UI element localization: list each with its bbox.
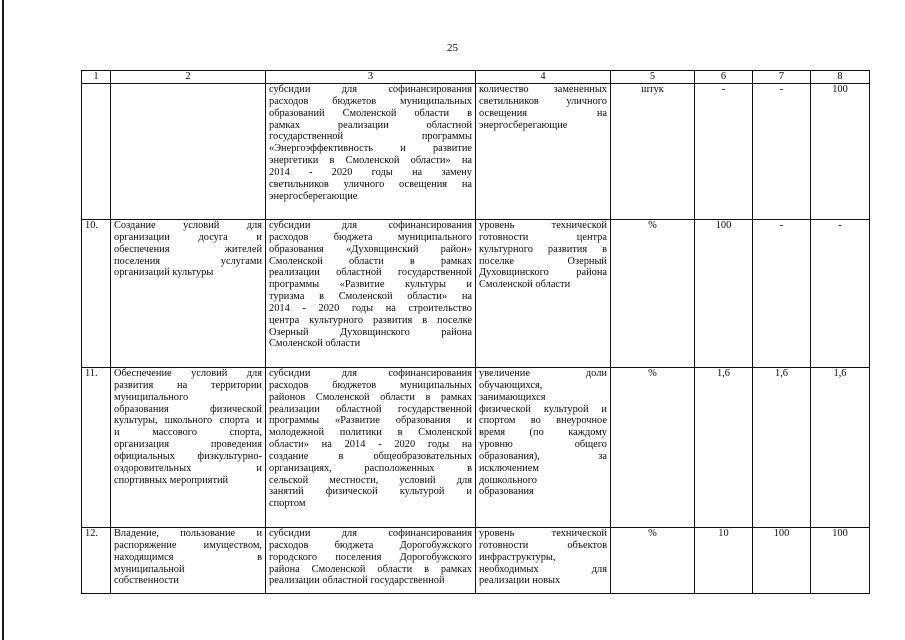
- cell-line: Смоленской области в рамках: [269, 255, 472, 267]
- cell-line: Владение, пользование и: [114, 528, 262, 539]
- cell-line: необходимых для: [479, 563, 607, 575]
- row-number: 10.: [82, 220, 111, 368]
- value-cell-8: 1,6: [811, 368, 870, 528]
- cell-line: рамках реализации областной: [269, 119, 472, 131]
- measure-name-cell: [111, 220, 266, 368]
- cell-line: Озерный Духовщинского района: [269, 326, 472, 338]
- value-cell-6: -: [695, 84, 753, 220]
- header-row: [82, 71, 870, 84]
- cell-line: собственности: [114, 575, 179, 587]
- unit-cell: %: [611, 220, 695, 368]
- cell-line: энергосберегающие: [479, 119, 568, 131]
- cell-line: развития на территории: [114, 379, 262, 391]
- cell-line: районов Смоленской области в рамках: [269, 391, 472, 403]
- cell-line: Духовщинского района: [479, 267, 607, 279]
- instrument-cell: [266, 528, 476, 594]
- cell-line: реализации областной государственной: [269, 403, 472, 415]
- value-cell-7: 1,6: [753, 368, 811, 528]
- cell-line: увеличение доли: [479, 368, 607, 379]
- table-row: [82, 368, 870, 528]
- cell-line: организациях, расположенных в: [269, 462, 472, 474]
- column-header: 7: [753, 71, 811, 84]
- table-row: [82, 84, 870, 220]
- cell-line: «Энергоэффективность и развитие: [269, 143, 472, 155]
- cell-line: занятий физической культурой и: [269, 486, 472, 498]
- cell-line: инфраструктуры,: [479, 551, 556, 563]
- indicator-cell: [476, 84, 611, 220]
- column-header: 2: [111, 71, 266, 84]
- cell-line: занимающихся: [479, 391, 546, 403]
- indicator-cell: [476, 220, 611, 368]
- value-cell-7: -: [753, 220, 811, 368]
- cell-line: организаций культуры: [114, 267, 214, 279]
- cell-line: освещения на: [479, 107, 607, 119]
- cell-line: образования: [479, 486, 534, 498]
- cell-line: исключением: [479, 462, 539, 474]
- value-cell-7: -: [753, 84, 811, 220]
- cell-line: Создание условий для: [114, 220, 262, 231]
- column-header: 3: [266, 71, 476, 84]
- value-cell-6: 100: [695, 220, 753, 368]
- row-number: 11.: [82, 368, 111, 528]
- cell-line: образования «Духовщинский район»: [269, 243, 472, 255]
- cell-line: программы «Развитие образования и: [269, 415, 472, 427]
- cell-line: субсидии для софинансирования: [269, 84, 472, 95]
- value-cell-8: -: [811, 220, 870, 368]
- cell-line: дошкольного: [479, 474, 537, 486]
- unit-cell: %: [611, 528, 695, 594]
- cell-line: муниципальной: [114, 563, 185, 575]
- cell-line: субсидии для софинансирования: [269, 368, 472, 379]
- instrument-cell: [266, 84, 476, 220]
- cell-line: сельской местности, условий для: [269, 474, 472, 486]
- column-header: 8: [811, 71, 870, 84]
- program-table: [81, 70, 870, 594]
- cell-line: 2014 - 2020 годы на замену: [269, 166, 472, 178]
- cell-line: обучающихся,: [479, 379, 543, 391]
- measure-name-cell: [111, 84, 266, 220]
- cell-line: района Смоленской области в рамках: [269, 563, 472, 575]
- cell-line: время (по каждому: [479, 427, 607, 439]
- cell-line: распоряжение имуществом,: [114, 539, 262, 551]
- cell-line: находящимся в: [114, 551, 262, 563]
- unit-cell: штук: [611, 84, 695, 220]
- row-number: [82, 84, 111, 220]
- cell-line: Обеспечение условий для: [114, 368, 262, 379]
- instrument-cell: [266, 368, 476, 528]
- page-edge-rule: [2, 0, 4, 640]
- cell-line: субсидии для софинансирования: [269, 528, 472, 539]
- cell-line: культурного развития в: [479, 243, 607, 255]
- instrument-cell: [266, 220, 476, 368]
- page-number: 25: [447, 42, 458, 54]
- cell-line: физической культурой и: [479, 403, 607, 415]
- indicator-cell: [476, 528, 611, 594]
- cell-line: официальных физкультурно-: [114, 450, 262, 462]
- cell-line: создание в общеобразовательных: [269, 450, 472, 462]
- column-header: 6: [695, 71, 753, 84]
- value-cell-8: 100: [811, 84, 870, 220]
- cell-line: расходов бюджетов муниципальных: [269, 379, 472, 391]
- cell-line: молодежной политики в Смоленской: [269, 427, 472, 439]
- cell-line: уровень технической: [479, 220, 607, 231]
- value-cell-6: 1,6: [695, 368, 753, 528]
- cell-line: светильников уличного освещения на: [269, 178, 472, 190]
- column-header: 5: [611, 71, 695, 84]
- cell-line: программы «Развитие культуры и: [269, 279, 472, 291]
- cell-line: уровень технической: [479, 528, 607, 539]
- cell-line: расходов бюджетов муниципальных: [269, 95, 472, 107]
- cell-line: готовности центра: [479, 231, 607, 243]
- cell-line: поселения услугами: [114, 255, 262, 267]
- cell-line: уровню общего: [479, 439, 607, 451]
- cell-line: государственной программы: [269, 131, 472, 143]
- row-number: 12.: [82, 528, 111, 594]
- table-body: [82, 84, 870, 594]
- cell-line: области» на 2014 - 2020 годы на: [269, 439, 472, 451]
- cell-line: расходов бюджета муниципального: [269, 231, 472, 243]
- column-header: 1: [82, 71, 111, 84]
- cell-line: количество замененных: [479, 84, 607, 95]
- cell-line: спортом: [269, 498, 306, 510]
- cell-line: спортом во внеурочное: [479, 415, 607, 427]
- cell-line: реализации областной государственной: [269, 267, 472, 279]
- cell-line: организации досуга и: [114, 231, 262, 243]
- measure-name-cell: [111, 528, 266, 594]
- cell-line: готовности объектов: [479, 539, 607, 551]
- cell-line: расходов бюджета Дорогобужского: [269, 539, 472, 551]
- cell-line: 2014 - 2020 годы на строительство: [269, 302, 472, 314]
- value-cell-7: 100: [753, 528, 811, 594]
- cell-line: Смоленской области: [269, 338, 361, 350]
- cell-line: образования), за: [479, 450, 607, 462]
- indicator-cell: [476, 368, 611, 528]
- cell-line: спортивных мероприятий: [114, 474, 229, 486]
- value-cell-6: 10: [695, 528, 753, 594]
- cell-line: туризма в Смоленской области» на: [269, 291, 472, 303]
- cell-line: муниципального: [114, 391, 189, 403]
- cell-line: реализации новых: [479, 575, 561, 587]
- cell-line: Смоленской области: [479, 279, 571, 291]
- cell-line: энергосберегающие: [269, 190, 358, 202]
- cell-line: образования физической: [114, 403, 262, 415]
- cell-line: обеспечения жителей: [114, 243, 262, 255]
- cell-line: оздоровительных и: [114, 462, 262, 474]
- cell-line: и массового спорта,: [114, 427, 262, 439]
- cell-line: энергетики в Смоленской области» на: [269, 155, 472, 167]
- measure-name-cell: [111, 368, 266, 528]
- cell-line: реализации областной государственной: [269, 575, 445, 587]
- cell-line: культуры, школьного спорта и: [114, 415, 262, 427]
- unit-cell: %: [611, 368, 695, 528]
- table-row: [82, 528, 870, 594]
- cell-line: образований Смоленской области в: [269, 107, 472, 119]
- cell-line: центра культурного развития в поселке: [269, 314, 472, 326]
- cell-line: поселке Озерный: [479, 255, 607, 267]
- cell-line: городского поселения Дорогобужского: [269, 551, 472, 563]
- cell-line: светильников уличного: [479, 95, 607, 107]
- cell-line: субсидии для софинансирования: [269, 220, 472, 231]
- value-cell-8: 100: [811, 528, 870, 594]
- column-header: 4: [476, 71, 611, 84]
- table-row: [82, 220, 870, 368]
- cell-line: организация проведения: [114, 439, 262, 451]
